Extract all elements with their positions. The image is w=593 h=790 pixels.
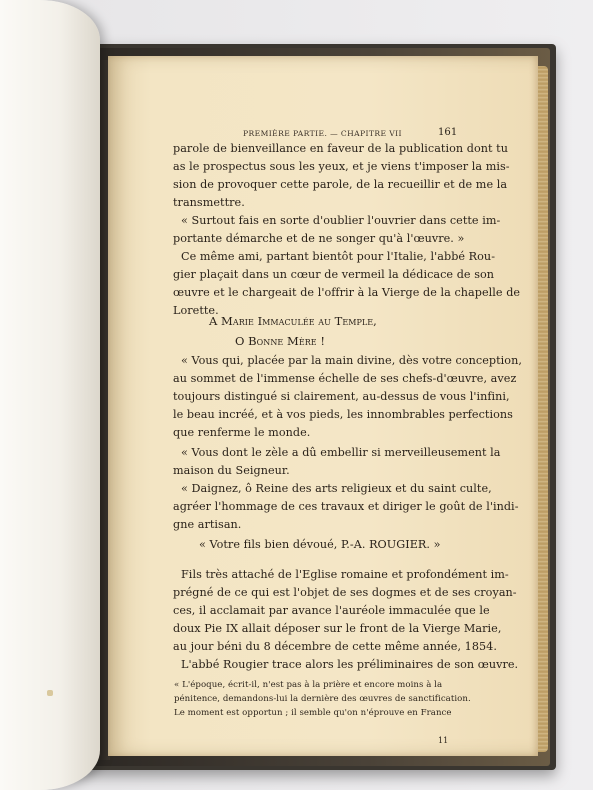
text-line: doux Pie IX allait déposer sur le front de la Vierge Marie, [173,622,502,635]
signature-mark: 11 [438,736,449,745]
text-line: Fils très attaché de l'Eglise romaine et profondément im- [181,568,509,581]
text-line: toujours distingué si clairement, au-dessus de vous l'infini, [173,390,510,403]
text-line: portante démarche et de ne songer qu'à l'œuvre. » [173,232,465,245]
text-line: « Vous qui, placée par la main divine, dès votre conception, [181,354,522,367]
text-line: as le prospectus sous les yeux, et je viens t'imposer la mis- [173,160,510,173]
dedication-salutation: O Bonne Mère ! [235,334,326,348]
running-header: PREMIÈRE PARTIE. — CHAPITRE VII [243,129,402,138]
facing-page [0,0,100,790]
text-line: « Vous dont le zèle a dû embellir si merveilleusement la [181,446,501,459]
text-line: Ce même ami, partant bientôt pour l'Italie, l'abbé Rou- [181,250,496,263]
text-line: gier plaçait dans un cœur de vermeil la dédicace de son [173,268,495,281]
text-line: au jour béni du 8 décembre de cette même année, 1854. [173,640,497,653]
paper-spot [47,690,53,696]
book-page [108,56,538,756]
text-line: au sommet de l'immense échelle de ses chefs-d'œuvre, avez [173,372,517,385]
text-line: « Surtout fais en sorte d'oublier l'ouvrier dans cette im- [181,214,501,227]
text-line: parole de bienveillance en faveur de la publication dont tu [173,142,508,155]
text-line: œuvre et le chargeait de l'offrir à la Vierge de la chapelle de [173,286,521,299]
text-line: Lorette. [173,304,219,317]
text-line: le beau incréé, et à vos pieds, les innombrables perfections [173,408,513,421]
page-number: 161 [438,127,458,138]
text-line: agréer l'hommage de ces travaux et diriger le goût de l'indi- [173,500,519,513]
text-line: transmettre. [173,196,245,209]
text-line: L'abbé Rougier trace alors les préliminaires de son œuvre. [181,658,519,671]
text-line: prégné de ce qui est l'objet de ses dogmes et de ses croyan- [173,586,517,599]
footnote-line: « L'époque, écrit-il, n'est pas à la prière et encore moins à la [174,680,443,690]
text-line: que renferme le monde. [173,426,311,439]
dedication-heading: A Marie Immaculée au Temple, [209,314,377,328]
text-line: maison du Seigneur. [173,464,290,477]
text-line: sion de provoquer cette parole, de la recueillir et de me la [173,178,508,191]
footnote-line: Le moment est opportun ; il semble qu'on n'éprouve en France [174,708,452,718]
text-line: ces, il acclamait par avance l'auréole immaculée que le [173,604,490,617]
text-line: gne artisan. [173,518,242,531]
dedication-signature: « Votre fils bien dévoué, P.-A. ROUGIER. » [199,538,441,551]
text-line: « Daignez, ô Reine des arts religieux et du saint culte, [181,482,492,495]
footnote-line: pénitence, demandons-lui la dernière des œuvres de sanctification. [174,694,471,704]
